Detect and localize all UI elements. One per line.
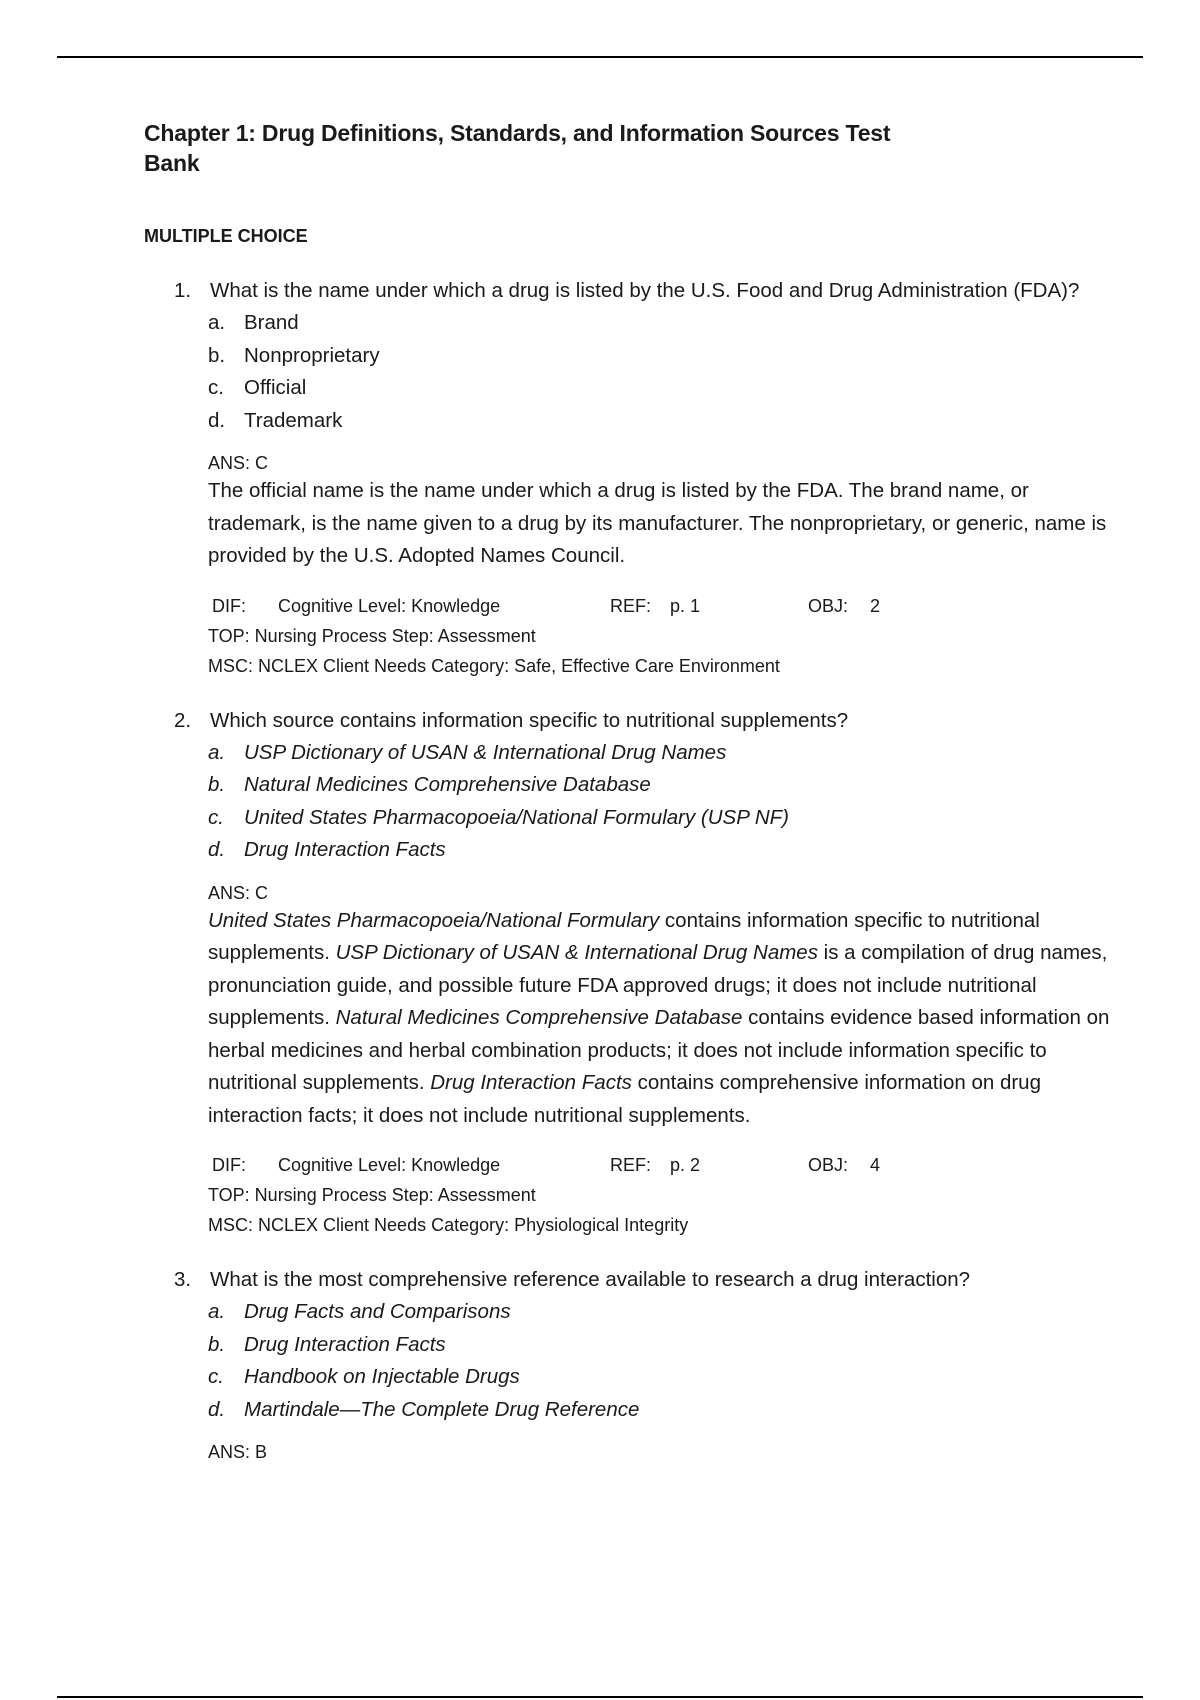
option-c: c. United States Pharmacopoeia/National Formulary (USP NF) — [208, 805, 789, 829]
options-list — [208, 1296, 1144, 1426]
answer-key: ANS: C — [208, 882, 269, 903]
topic-line: TOP: Nursing Process Step: Assessment — [208, 625, 536, 646]
option-d: d. Drug Interaction Facts — [208, 838, 446, 861]
top-rule — [57, 56, 1143, 58]
question-stem — [174, 275, 1144, 307]
answer-key: ANS: C — [208, 453, 269, 473]
option-d: d. Martindale—The Complete Drug Reference — [208, 1397, 640, 1421]
question-stem — [174, 705, 1144, 737]
option-c: c. Handbook on Injectable Drugs — [208, 1365, 520, 1388]
question-stem — [174, 1264, 1144, 1296]
dif-label: DIF: — [212, 1155, 246, 1175]
msc-line: MSC: NCLEX Client Needs Category: Physiological Integrity — [208, 1215, 689, 1235]
ref-label: REF: — [610, 1155, 652, 1175]
question-number: 1. — [174, 279, 192, 302]
option-a: a. Drug Facts and Comparisons — [208, 1300, 511, 1323]
document-title: Chapter 1: Drug Definitions, Standards, and Information Sources Test Bank — [144, 120, 891, 176]
dif-value: Cognitive Level: Knowledge — [278, 1155, 501, 1175]
options-list — [208, 307, 1144, 437]
question-metadata — [208, 1150, 1144, 1240]
question-text: Which source contains information specific to nutritional supplements? — [210, 708, 849, 732]
dif-value: Cognitive Level: Knowledge — [278, 595, 501, 616]
document-page — [144, 118, 1144, 1464]
question-text: What is the name under which a drug is listed by the U.S. Food and Drug Administration (FDA)? — [210, 279, 1080, 302]
question-2 — [174, 705, 1144, 1241]
ref-label: REF: — [610, 595, 652, 616]
question-3 — [174, 1264, 1144, 1464]
ref-value: p. 1 — [670, 595, 701, 616]
bottom-rule — [57, 1696, 1143, 1698]
option-b: b. Natural Medicines Comprehensive Database — [208, 773, 651, 796]
option-a: a. Brand — [208, 311, 299, 334]
options-list — [208, 737, 1144, 867]
rationale: United States Pharmacopoeia/National Formulary contains information specific to nutritional supplements. USP Dictionary of USAN & International Drug Names is a compilation of drug names, pronunciation guide, and possible future FDA approved drugs; it does not include nutritional supplements. Natural Medicines Comprehensive Database contains evidence based information on herbal medicines and herbal combination products; it does not include information specific to nutritional supplements. Drug Interaction Facts contains comprehensive information on drug interaction facts; it does not include nutritional supplements. — [208, 908, 1110, 1127]
option-a: a. USP Dictionary of USAN & International Drug Names — [208, 740, 727, 764]
ref-value: p. 2 — [670, 1155, 701, 1175]
dif-label: DIF: — [212, 595, 246, 616]
option-d: d. Trademark — [208, 408, 343, 432]
question-number: 3. — [174, 1268, 192, 1291]
question-number: 2. — [174, 708, 192, 732]
question-metadata — [208, 591, 1144, 681]
obj-label: OBJ: — [808, 1155, 849, 1175]
obj-value: 2 — [870, 595, 881, 616]
topic-line: TOP: Nursing Process Step: Assessment — [208, 1185, 536, 1205]
obj-label: OBJ: — [808, 595, 849, 616]
section-heading: MULTIPLE CHOICE — [144, 226, 308, 246]
rationale: The official name is the name under which a drug is listed by the FDA. The brand name, or trademark, is the name given to a drug by its manufacturer. The nonproprietary, or generic, name is provided by the U.S. Adopted Names Council. — [208, 479, 1107, 567]
question-text: What is the most comprehensive reference available to research a drug interaction? — [210, 1268, 971, 1291]
option-b: b. Nonproprietary — [208, 343, 380, 367]
option-b: b. Drug Interaction Facts — [208, 1332, 446, 1356]
option-c: c. Official — [208, 376, 307, 399]
question-1 — [174, 275, 1144, 681]
answer-key: ANS: B — [208, 1442, 268, 1462]
msc-line: MSC: NCLEX Client Needs Category: Safe, Effective Care Environment — [208, 655, 780, 676]
obj-value: 4 — [870, 1155, 881, 1175]
